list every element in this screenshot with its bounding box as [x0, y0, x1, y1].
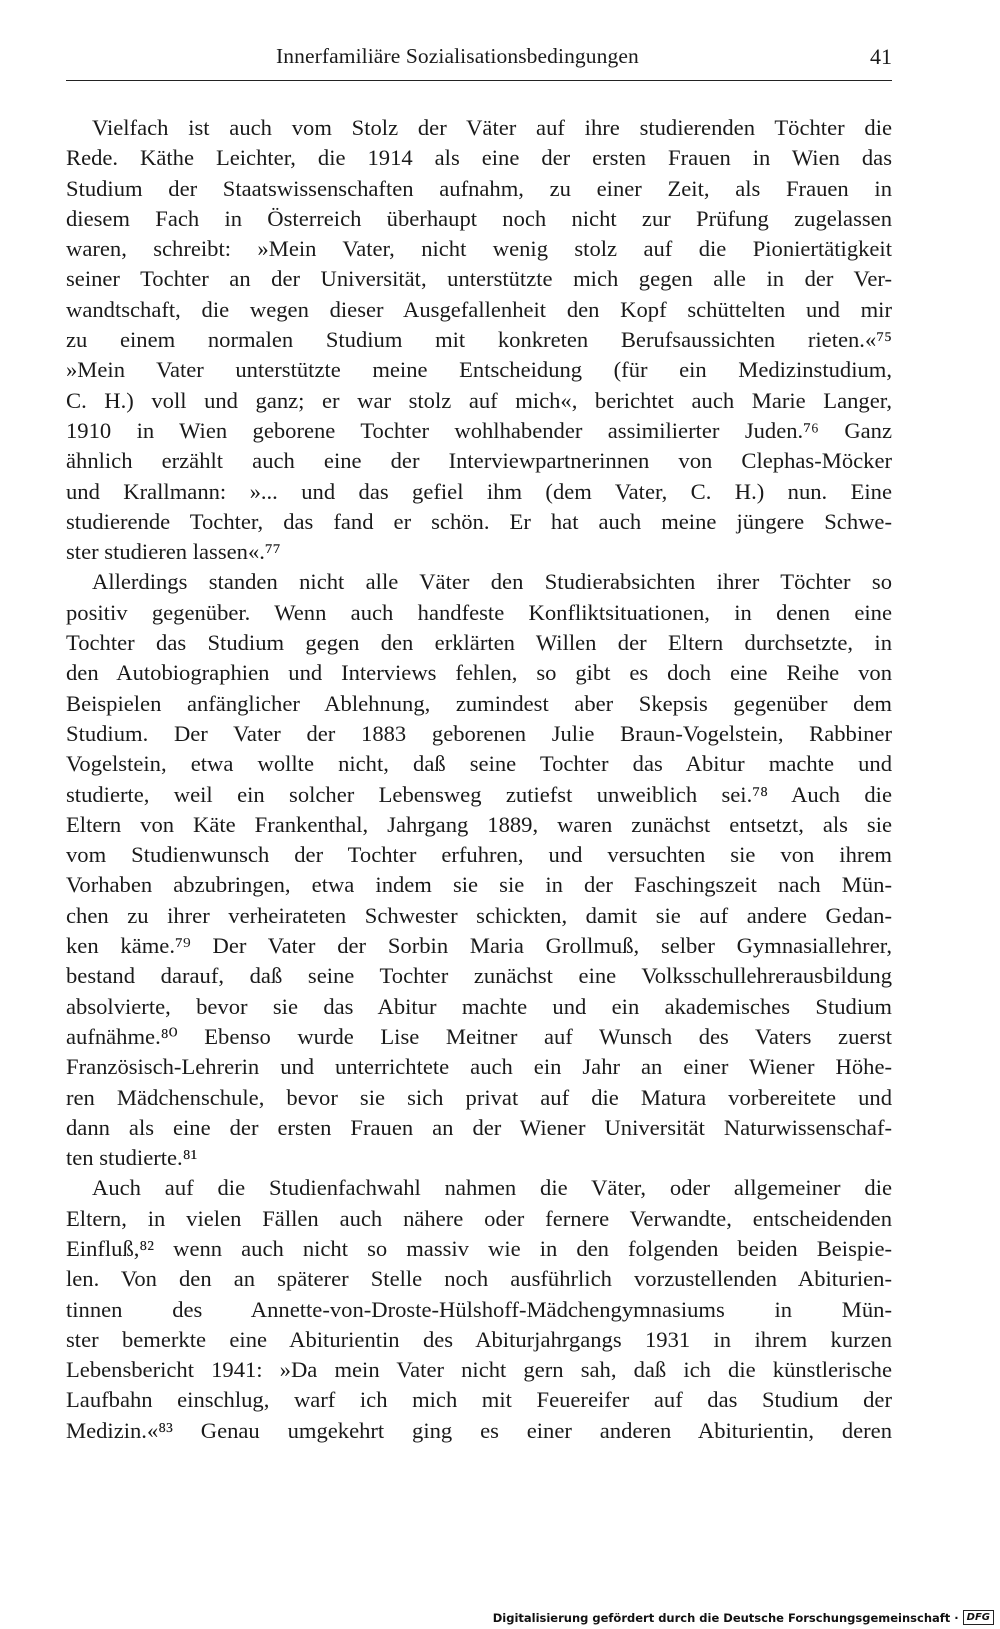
text-line: studierte, weil ein solcher Lebensweg zutiefst unweiblich sei.⁷⁸ Auch die — [66, 781, 892, 807]
text-line: Vielfach ist auch vom Stolz der Väter auf ihre studierenden Töchter die — [92, 115, 892, 140]
credit-text: Digitalisierung gefördert durch die Deutsche Forschungsgemeinschaft · — [492, 1610, 959, 1625]
text-line: Einfluß,⁸² wenn auch nicht so massiv wie in den folgenden beiden Beispie- — [66, 1235, 892, 1261]
body-text — [66, 113, 892, 1446]
text-line: Rede. Käthe Leichter, die 1914 als eine der ersten Frauen in Wien das — [66, 145, 892, 171]
text-line: Eltern von Käte Frankenthal, Jahrgang 1889, waren zunächst entsetzt, als sie — [66, 811, 892, 837]
text-line: Medizin.«⁸³ Genau umgekehrt ging es einer anderen Abiturientin, deren — [66, 1417, 892, 1443]
text-line: den Autobiographien und Interviews fehlen, so gibt es doch eine Reihe von — [66, 660, 892, 686]
text-line: Laufbahn einschlug, warf ich mich mit Feuereifer auf das Studium der — [66, 1387, 892, 1413]
text-line: ähnlich erzählt auch eine der Interviewpartnerinnen von Clephas-Möcker — [66, 448, 892, 474]
text-line: C. H.) voll und ganz; er war stolz auf mich«, berichtet auch Marie Langer, — [66, 387, 892, 413]
dfg-logo: DFG — [963, 1610, 994, 1625]
text-line: ren Mädchenschule, bevor sie sich privat auf die Matura vorbereitete und — [66, 1084, 892, 1110]
text-line: ster bemerkte eine Abiturientin des Abiturjahrgangs 1931 in ihrem kurzen — [66, 1326, 892, 1352]
text-line: dann als eine der ersten Frauen an der Wiener Universität Naturwissenschaf- — [66, 1114, 892, 1140]
text-line: ken käme.⁷⁹ Der Vater der Sorbin Maria Grollmuß, selber Gymnasiallehrer, — [66, 933, 892, 959]
text-line: chen zu ihrer verheirateten Schwester schickten, damit sie auf andere Gedan- — [66, 902, 892, 928]
text-line: Vorhaben abzubringen, etwa indem sie sie in der Faschingszeit nach Mün- — [66, 872, 892, 898]
text-line: Studium der Staatswissenschaften aufnahm, zu einer Zeit, als Frauen in — [66, 175, 892, 201]
text-line: 1910 in Wien geborene Tochter wohlhabender assimilierter Juden.⁷⁶ Ganz — [66, 417, 892, 443]
text-line: Eltern, in vielen Fällen auch nähere oder fernere Verwandte, entscheidenden — [66, 1205, 892, 1231]
text-line: len. Von den an späterer Stelle noch ausführlich vorzustellenden Abiturien- — [66, 1266, 892, 1292]
text-line: Allerdings standen nicht alle Väter den Studierabsichten ihrer Töchter so — [92, 569, 892, 595]
running-title: Innerfamiliäre Sozialisationsbedingungen — [276, 44, 639, 68]
text-line: Beispielen anfänglicher Ablehnung, zumindest aber Skepsis gegenüber dem — [66, 690, 892, 716]
digitization-credit — [493, 1610, 994, 1625]
text-line: Lebensbericht 1941: »Da mein Vater nicht gern sah, daß ich die künstlerische — [66, 1357, 892, 1383]
text-line: diesem Fach in Österreich überhaupt noch nicht zur Prüfung zugelassen — [66, 205, 892, 231]
text-line: tinnen des Annette-von-Droste-Hülshoff-Mädchengymnasiums in Mün- — [66, 1296, 892, 1322]
text-line: seiner Tochter an der Universität, unterstützte mich gegen alle in der Ver- — [66, 266, 892, 292]
text-line: wandtschaft, die wegen dieser Ausgefallenheit den Kopf schüttelten und mir — [66, 296, 892, 322]
text-line: zu einem normalen Studium mit konkreten Berufsaussichten rieten.«⁷⁵ — [66, 327, 892, 353]
text-line: Studium. Der Vater der 1883 geborenen Julie Braun-Vogelstein, Rabbiner — [66, 720, 892, 746]
running-header — [66, 44, 892, 81]
text-line: »Mein Vater unterstützte meine Entscheidung (für ein Medizinstudium, — [66, 357, 892, 383]
text-line: und Krallmann: »... und das gefiel ihm (dem Vater, C. H.) nun. Eine — [66, 478, 892, 504]
text-line: aufnähme.⁸⁰ Ebenso wurde Lise Meitner auf Wunsch des Vaters zuerst — [66, 1023, 892, 1049]
text-line: Vogelstein, etwa wollte nicht, daß seine Tochter das Abitur machte und — [66, 751, 892, 777]
text-line: vom Studienwunsch der Tochter erfuhren, und versuchten sie von ihrem — [66, 842, 892, 868]
text-line: ten studierte.⁸¹ — [66, 1145, 198, 1171]
text-line: bestand darauf, daß seine Tochter zunächst eine Volksschullehrerausbildung — [66, 963, 892, 989]
text-line: Auch auf die Studienfachwahl nahmen die Väter, oder allgemeiner die — [92, 1175, 892, 1201]
text-line: studierende Tochter, das fand er schön. Er hat auch meine jüngere Schwe- — [66, 508, 892, 534]
text-line: ster studieren lassen«.⁷⁷ — [66, 539, 281, 565]
text-line: Tochter das Studium gegen den erklärten Willen der Eltern durchsetzte, in — [66, 630, 892, 656]
text-line: absolvierte, bevor sie das Abitur machte und ein akademisches Studium — [66, 993, 892, 1019]
text-line: waren, schreibt: »Mein Vater, nicht wenig stolz auf die Pioniertätigkeit — [66, 236, 892, 262]
page-number: 41 — [870, 44, 892, 69]
text-line: positiv gegenüber. Wenn auch handfeste Konfliktsituationen, in denen eine — [66, 599, 892, 625]
text-line: Französisch-Lehrerin und unterrichtete auch ein Jahr an einer Wiener Höhe- — [66, 1054, 892, 1080]
